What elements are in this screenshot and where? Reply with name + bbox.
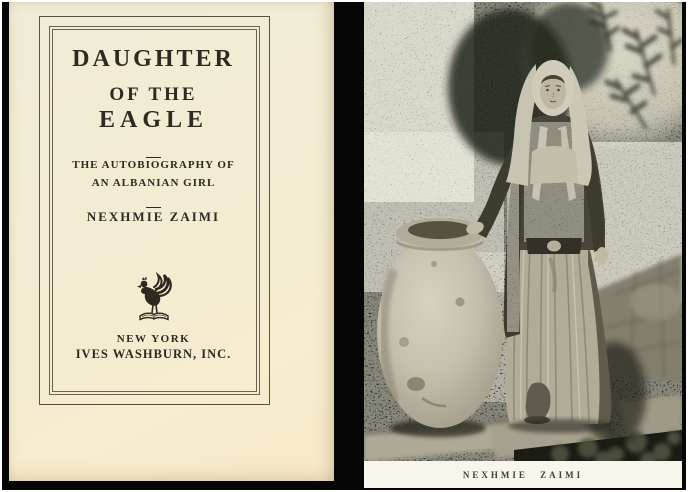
photo-caption-strip: [364, 461, 682, 488]
book-subtitle-line-2: AN ALBANIAN GIRL: [91, 177, 216, 189]
imprint-city: NEW YORK: [116, 333, 191, 345]
photo-caption: NEXHMIE ZAIMI: [462, 469, 584, 480]
imprint-publisher: IVES WASHBURN, INC.: [75, 347, 232, 361]
book-subtitle-line-1: THE AUTOBIOGRAPHY OF: [72, 159, 235, 171]
rooster-on-book-icon: [132, 268, 176, 326]
publisher-colophon: [39, 268, 268, 331]
scan-backdrop: [2, 2, 686, 490]
frontispiece-photo: [364, 2, 682, 488]
book-title-line-1: DAUGHTER: [72, 46, 235, 72]
frontispiece-photo-image: [364, 2, 682, 461]
book-title-line-3: EAGLE: [98, 107, 209, 133]
sepia-cast: [364, 2, 682, 461]
book-title-page: [9, 2, 334, 481]
title-page-content: [39, 16, 268, 403]
author-name: NEXHMIE ZAIMI: [86, 209, 221, 224]
book-title-line-2: OF THE: [109, 84, 198, 105]
